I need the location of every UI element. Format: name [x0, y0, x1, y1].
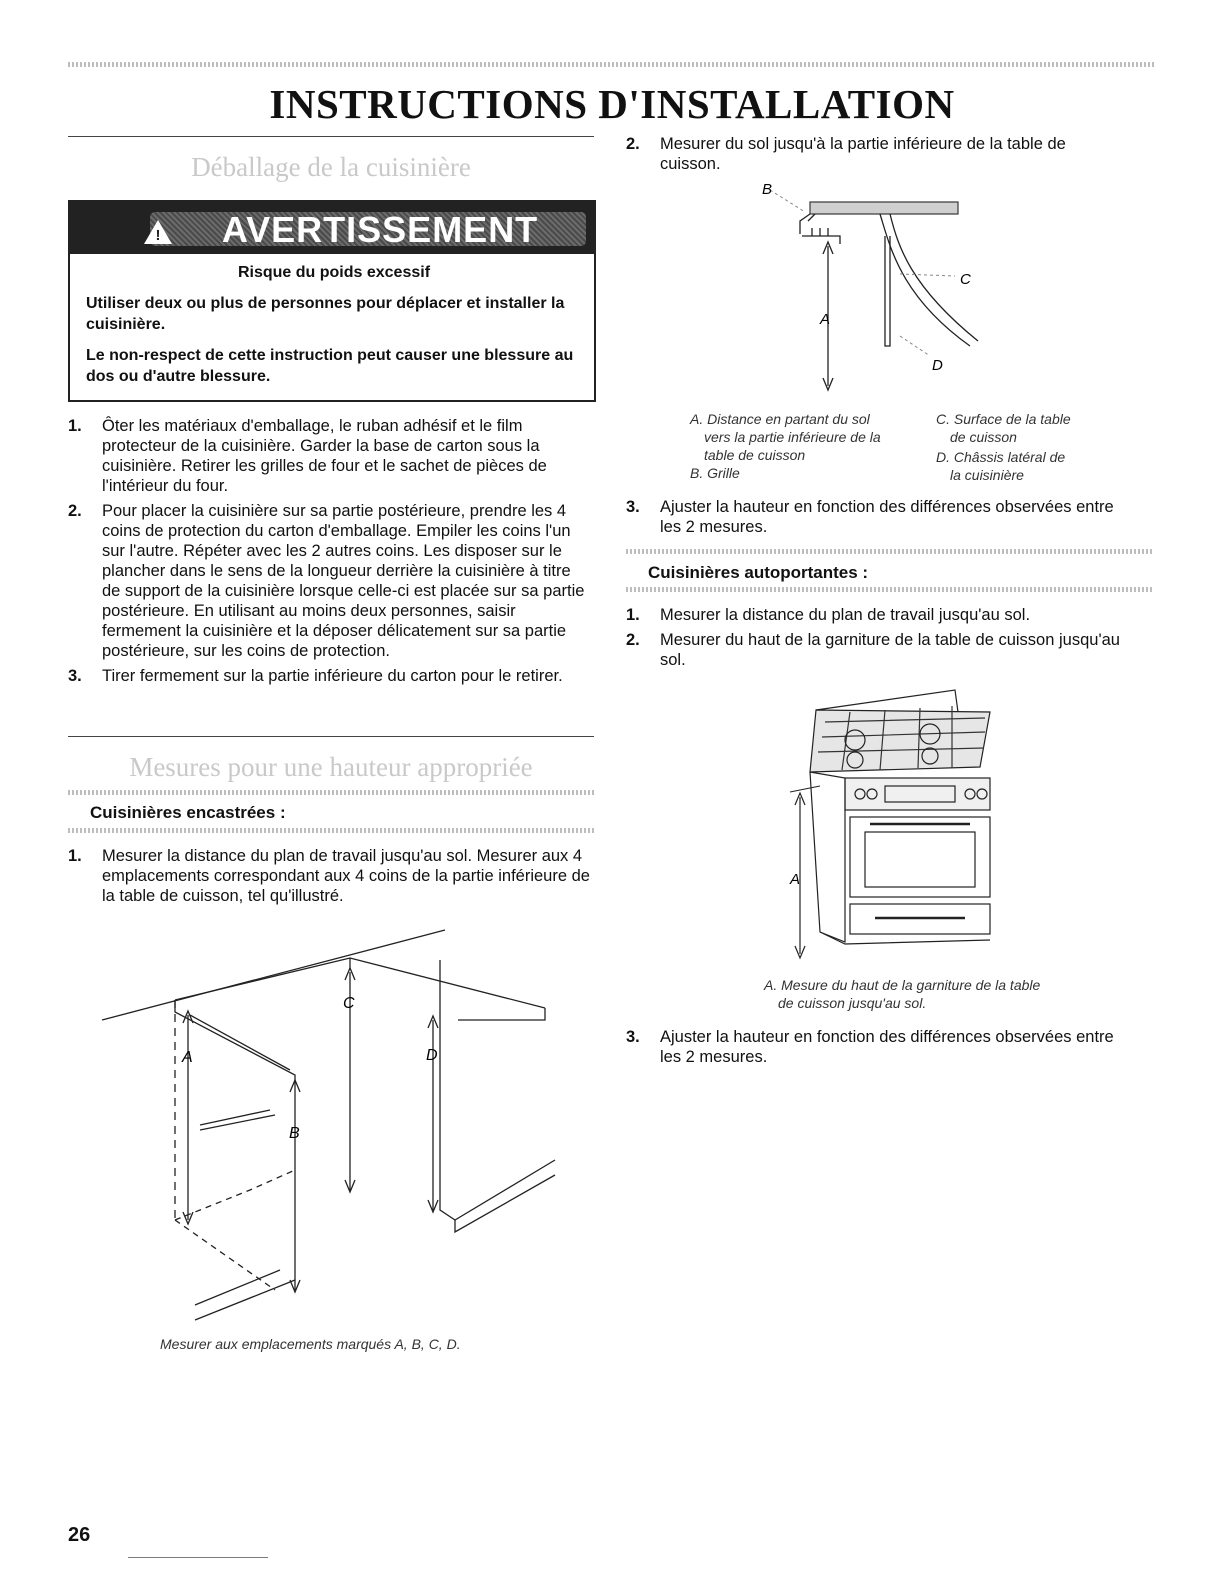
list-item: 2. Pour placer la cuisinière sur sa partie postérieure, prendre les 4 coins de protection du carton d'emballage. Empiler les coins l'un sur l'autre. Répéter avec les 2 autres coins. Les disposer sur le plancher dans le sens de la longueur derrière la cuisinière à titre de support de la cuisinière lorsque celle-ci est placée sur sa partie postérieure. En utilisant au moins deux personnes, saisir fermement la cuisinière et la déposer délicatement sur sa partie postérieure, sur les coins de protection.	[68, 502, 585, 660]
subhead-built-in: Cuisinières encastrées :	[90, 803, 286, 822]
subhead-dotbar	[68, 790, 594, 795]
fig2-label-c: C	[960, 271, 971, 288]
list-item: 2. Mesurer du haut de la garniture de la table de cuisson jusqu'au sol.	[626, 631, 1120, 669]
figure-label-b: B	[289, 1125, 300, 1142]
top-border	[68, 62, 1156, 67]
figure-label-d: D	[426, 1047, 438, 1064]
list-item: 3. Tirer fermement sur la partie inférieure du carton pour le retirer.	[68, 667, 563, 685]
freestanding-steps	[626, 605, 1126, 675]
figure-label-a: A	[182, 1049, 193, 1066]
subhead-dotbar	[626, 549, 1152, 554]
section-heading-height: Mesures pour une hauteur appropriée	[129, 752, 533, 782]
page-number: 26	[68, 1524, 91, 1546]
subhead-dotbar	[68, 828, 594, 833]
warning-body	[86, 262, 582, 397]
list-item: 1. Mesurer la distance du plan de travail jusqu'au sol. Mesurer aux 4 emplacements correspondant aux 4 coins de la partie inférieure de la table de cuisson, tel qu'illustré.	[68, 847, 590, 905]
list-item: 2. Mesurer du sol jusqu'à la partie inférieure de la table de cuisson.	[626, 135, 1066, 173]
figure-caption: Mesurer aux emplacements marqués A, B, C, D.	[160, 1336, 461, 1352]
fig3-caption: A. Mesure du haut de la garniture de la table de cuisson jusqu'au sol.	[764, 977, 1041, 1011]
warning-text-1: Utiliser deux ou plus de personnes pour déplacer et installer la cuisinière.	[86, 295, 565, 333]
countertop-figure	[100, 920, 570, 1330]
fig2-label-b: B	[762, 181, 773, 198]
warning-subtitle: Risque du poids excessif	[237, 264, 431, 281]
subhead-dotbar	[626, 587, 1152, 592]
right-steps-top	[626, 134, 1126, 179]
built-in-steps	[68, 846, 592, 911]
fig2-legend-right: C. Surface de la table de cuisson D. Châssis latéral de la cuisinière	[936, 411, 1071, 483]
fig2-label-a: A	[820, 311, 831, 328]
warning-header	[150, 209, 586, 250]
cooktop-section-figure	[740, 176, 980, 396]
figure-label-c: C	[343, 995, 355, 1012]
warning-box	[68, 200, 596, 402]
section-rule	[68, 736, 594, 737]
list-item: 3. Ajuster la hauteur en fonction des différences observées entre les 2 mesures.	[626, 1028, 1114, 1066]
right-step-3a	[626, 497, 1126, 542]
range-figure	[780, 682, 1000, 967]
fig2-label-d: D	[932, 357, 943, 374]
warning-header-band	[70, 202, 594, 254]
freestanding-step-3	[626, 1027, 1126, 1072]
fig2-legend-left: A. Distance en partant du sol vers la partie inférieure de la table de cuisson B. Grille	[690, 411, 881, 481]
list-item: 3. Ajuster la hauteur en fonction des différences observées entre les 2 mesures.	[626, 498, 1114, 536]
fig3-label-a: A	[790, 871, 801, 888]
page-title: INSTRUCTIONS D'INSTALLATION	[269, 81, 955, 127]
warning-text-2: Le non-respect de cette instruction peut causer une blessure au dos ou d'autre blessure.	[86, 347, 574, 385]
warning-title: AVERTISSEMENT	[221, 209, 539, 250]
section-rule	[68, 136, 594, 137]
section-heading-unpack: Déballage de la cuisinière	[191, 152, 471, 182]
list-item: 1. Mesurer la distance du plan de travail jusqu'au sol.	[626, 606, 1031, 624]
exclamation-icon: !	[155, 227, 161, 244]
list-item: 1. Ôter les matériaux d'emballage, le ruban adhésif et le film protecteur de la cuisinière. Garder la base de carton sous la cuisinière. Retirer les grilles de four et le sachet de pièces de l'intérieur du four.	[68, 417, 547, 495]
unpack-steps	[68, 416, 592, 691]
subhead-freestanding: Cuisinières autoportantes :	[648, 563, 869, 582]
footer-line	[128, 1557, 268, 1558]
